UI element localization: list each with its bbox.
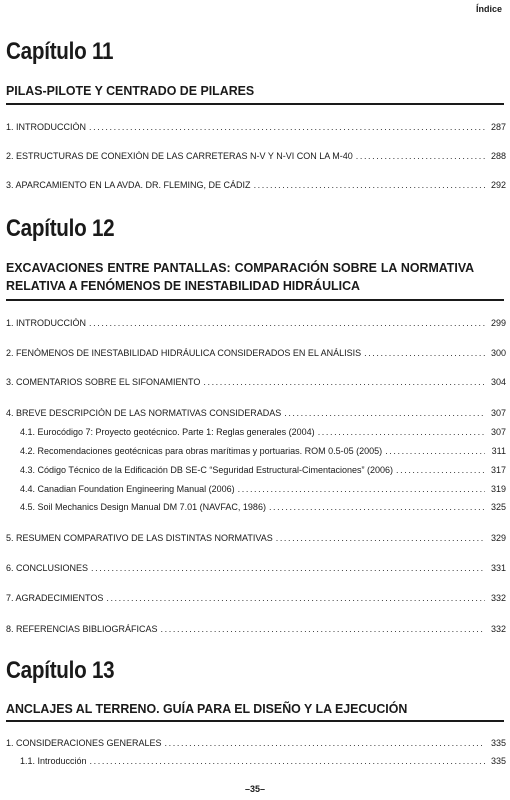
- toc-entry[interactable]: [6, 122, 506, 136]
- running-header: Índice: [475, 4, 502, 14]
- toc-subentry[interactable]: [20, 484, 506, 498]
- toc-entry-text: 4. BREVE DESCRIPCIÓN DE LAS NORMATIVAS CONSIDERADAS: [6, 408, 282, 418]
- toc-entry[interactable]: [6, 593, 506, 607]
- toc-entry[interactable]: [6, 151, 506, 165]
- dot-leader: [356, 151, 485, 161]
- dot-leader: [203, 377, 485, 387]
- toc-entry-page: 300: [490, 348, 506, 358]
- dot-leader: [161, 624, 485, 634]
- toc-entry[interactable]: [6, 408, 506, 422]
- toc-entry-page: 288: [490, 151, 506, 161]
- toc-entry-text: 8. REFERENCIAS BIBLIOGRÁFICAS: [6, 624, 158, 634]
- toc-entry-text: 7. AGRADECIMIENTOS: [6, 593, 104, 603]
- toc-entry[interactable]: [6, 318, 506, 332]
- toc-entry-text: 4.4. Canadian Foundation Engineering Manual (2006): [20, 484, 235, 494]
- dot-leader: [238, 484, 485, 494]
- toc-subentry[interactable]: [20, 756, 506, 770]
- toc-entry-page: 325: [490, 502, 506, 512]
- toc-subentry[interactable]: [20, 427, 506, 441]
- chapter-13-section-title: ANCLAJES AL TERRENO. GUÍA PARA EL DISEÑO Y LA EJECUCIÓN: [6, 701, 408, 716]
- toc-subentry[interactable]: [20, 465, 506, 479]
- chapter-11-section-title: PILAS-PILOTE Y CENTRADO DE PILARES: [6, 83, 255, 98]
- dot-leader: [276, 533, 485, 543]
- toc-entry-page: 307: [490, 427, 506, 437]
- toc-entry-page: 317: [490, 465, 506, 475]
- toc-entry-page: 332: [490, 593, 506, 603]
- toc-entry-page: 331: [490, 563, 506, 573]
- toc-entry-page: 304: [490, 377, 506, 387]
- toc-entry-page: 319: [490, 484, 506, 494]
- toc-subentry[interactable]: [20, 446, 506, 460]
- dot-leader: [284, 408, 485, 418]
- chapter-13-title: Capítulo 13: [6, 657, 115, 684]
- toc-entry-page: 307: [490, 408, 506, 418]
- toc-entry[interactable]: [6, 180, 506, 194]
- page-number: –35–: [244, 784, 266, 794]
- section-rule: [6, 299, 504, 301]
- toc-entry-text: 1. CONSIDERACIONES GENERALES: [6, 738, 162, 748]
- toc-entry[interactable]: [6, 738, 506, 752]
- dot-leader: [106, 593, 485, 603]
- toc-entry-page: 335: [490, 738, 506, 748]
- section-rule: [6, 720, 504, 722]
- toc-entry-text: 4.1. Eurocódigo 7: Proyecto geotécnico. Parte 1: Reglas generales (2004): [20, 427, 315, 437]
- toc-entry-page: 299: [490, 318, 506, 328]
- toc-entry[interactable]: [6, 563, 506, 577]
- section-rule: [6, 103, 504, 105]
- dot-leader: [385, 446, 485, 456]
- toc-entry-text: 6. CONCLUSIONES: [6, 563, 89, 573]
- dot-leader: [269, 502, 485, 512]
- chapter-12-section-title: EXCAVACIONES ENTRE PANTALLAS: COMPARACIÓN SOBRE LA NORMATIVA RELATIVA A FENÓMENOS DE INESTABILIDAD HIDRÁULICA: [6, 260, 475, 293]
- toc-entry-text: 1. INTRODUCCIÓN: [6, 122, 87, 132]
- toc-entry-text: 2. ESTRUCTURAS DE CONEXIÓN DE LAS CARRETERAS N-V Y N-VI CON LA M-40: [6, 151, 353, 161]
- toc-entry-page: 332: [490, 624, 506, 634]
- chapter-11-title: Capítulo 11: [6, 38, 114, 65]
- dot-leader: [364, 348, 485, 358]
- toc-entry-page: 311: [491, 446, 506, 456]
- dot-leader: [318, 427, 485, 437]
- toc-entry[interactable]: [6, 348, 506, 362]
- toc-subentry[interactable]: [20, 502, 506, 516]
- toc-entry[interactable]: [6, 377, 506, 391]
- dot-leader: [89, 122, 485, 132]
- toc-entry[interactable]: [6, 624, 506, 638]
- dot-leader: [91, 563, 485, 573]
- toc-entry-text: 2. FENÓMENOS DE INESTABILIDAD HIDRÁULICA CONSIDERADOS EN EL ANÁLISIS: [6, 348, 362, 358]
- toc-entry-page: 329: [490, 533, 506, 543]
- dot-leader: [165, 738, 485, 748]
- dot-leader: [89, 318, 485, 328]
- toc-entry-page: 287: [490, 122, 506, 132]
- chapter-12-title: Capítulo 12: [6, 215, 115, 242]
- toc-entry-text: 3. COMENTARIOS SOBRE EL SIFONAMIENTO: [6, 377, 201, 387]
- toc-entry-text: 5. RESUMEN COMPARATIVO DE LAS DISTINTAS NORMATIVAS: [6, 533, 273, 543]
- dot-leader: [396, 465, 485, 475]
- toc-entry[interactable]: [6, 533, 506, 547]
- toc-entry-text: 4.2. Recomendaciones geotécnicas para obras marítimas y portuarias. ROM 0.5-05 (2005): [20, 446, 383, 456]
- dot-leader: [254, 180, 485, 190]
- toc-entry-text: 1.1. Introducción: [20, 756, 87, 766]
- toc-entry-page: 335: [490, 756, 506, 766]
- toc-entry-text: 4.3. Código Técnico de la Edificación DB SE-C “Seguridad Estructural-Cimentaciones” (2006): [20, 465, 394, 475]
- toc-entry-text: 4.5. Soil Mechanics Design Manual DM 7.01 (NAVFAC, 1986): [20, 502, 266, 512]
- toc-entry-page: 292: [490, 180, 506, 190]
- dot-leader: [90, 756, 485, 766]
- toc-entry-text: 1. INTRODUCCIÓN: [6, 318, 87, 328]
- toc-entry-text: 3. APARCAMIENTO EN LA AVDA. DR. FLEMING, DE CÁDIZ: [6, 180, 251, 190]
